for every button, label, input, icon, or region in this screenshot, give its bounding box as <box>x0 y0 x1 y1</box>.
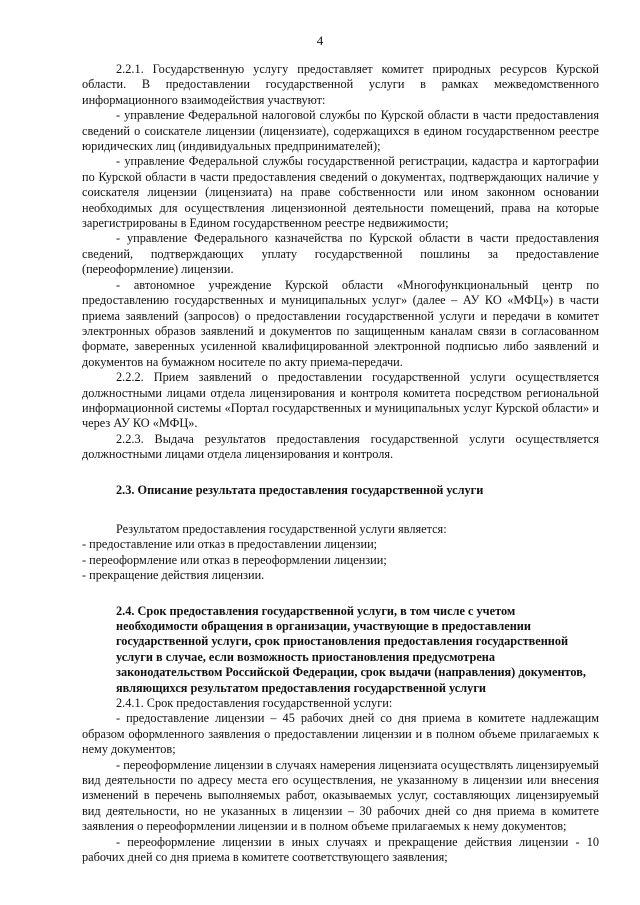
participant-item: - управление Федеральной службы государственной регистрации, кадастра и картографии по Курской области в части предоставления сведений о документах, подтверждающих наличие у соискателя лицензии (лицензиата) на праве собственности или ином законном основании необходимых для осуществления лицензионной деятельности помещений, права на которые зарегистрированы в Едином государственном реестре недвижимости; <box>82 154 599 231</box>
paragraph-2-2-3: 2.2.3. Выдача результатов предоставления государственной услуги осуществляется должностными лицами отдела лицензирования и контроля. <box>82 431 599 462</box>
document-body <box>82 62 599 866</box>
participant-item: - автономное учреждение Курской области «Многофункциональный центр по предоставлению государственных и муниципальных услуг» (далее – АУ КО «МФЦ») в части приема заявлений (запросов) о предоставлении государственной услуги и передачи в комитет электронных образов заявлений и документов по защищенным каналам связи в согласованном формате, заверенных усиленной квалифицированной электронной подписью либо заявлений и документов на бумажном носителе по акту приема-передачи. <box>82 277 599 369</box>
result-item: - прекращение действия лицензии. <box>82 568 265 583</box>
term-item: - переоформление лицензии в случаях намерения лицензиата осуществлять лицензируемый вид деятельности по адресу места его осуществления, не указанному в лицензии или внесения изменений в перечень выполняемых работ, оказываемых услуг, составляющих лицензируемый вид деятельности, но не указанных в лицензии – 30 рабочих дней со дня приема в комитете заявления о переоформлении лицензии и в полном объеме прилагаемых к нему документов; <box>82 757 599 834</box>
participant-item: - управление Федерального казначейства по Курской области в части предоставления сведений, подтверждающих уплату государственной пошлины за предоставление (переоформление) лицензии. <box>82 231 599 277</box>
section-heading-2-3: 2.3. Описание результата предоставления государственной услуги <box>116 482 484 497</box>
participant-item: - управление Федеральной налоговой службы по Курской области в части предоставления сведений о соискателе лицензии (лицензиате), содержащихся в едином государственном реестре юридических лиц (индивидуальных предпринимателей); <box>82 108 599 154</box>
section-heading-2-4: 2.4. Срок предоставления государственной услуги, в том числе с учетом необходимости обращения в организации, участвующие в предоставлении государственной услуги, срок приостановления предоставления государственной услуги в случае, если возможность приостановления предусмотрена законодательством Российской Федерации, срок выдачи (направления) документов, являющихся результатом предоставления государственной услуги <box>116 603 586 695</box>
paragraph-2-4-1: 2.4.1. Срок предоставления государственной услуги: <box>116 696 393 711</box>
result-intro: Результатом предоставления государственной услуги является: <box>116 521 447 536</box>
result-item: - переоформление или отказ в переоформлении лицензии; <box>82 552 387 567</box>
paragraph-2-2-2: 2.2.2. Прием заявлений о предоставлении государственной услуги осуществляется должностными лицами отдела лицензирования и контроля комитета посредством региональной информационной системы «Портал государственных и муниципальных услуг Курской области» и через АУ КО «МФЦ». <box>82 370 599 431</box>
page-number: 4 <box>316 33 324 48</box>
paragraph-2-2-1: 2.2.1. Государственную услугу предоставляет комитет природных ресурсов Курской области. В предоставлении государственной услуги в рамках межведомственного информационного взаимодействия участвуют: <box>82 62 599 107</box>
term-item: - предоставление лицензии – 45 рабочих дней со дня приема в комитете надлежащим образом оформленного заявления о предоставлении лицензии и в полном объеме прилагаемых к нему документов; <box>82 711 599 757</box>
result-item: - предоставление или отказ в предоставлении лицензии; <box>82 537 378 552</box>
term-item: - переоформление лицензии в иных случаях и прекращение действия лицензии - 10 рабочих дней со дня приема в комитете соответствующего заявления; <box>82 834 599 865</box>
